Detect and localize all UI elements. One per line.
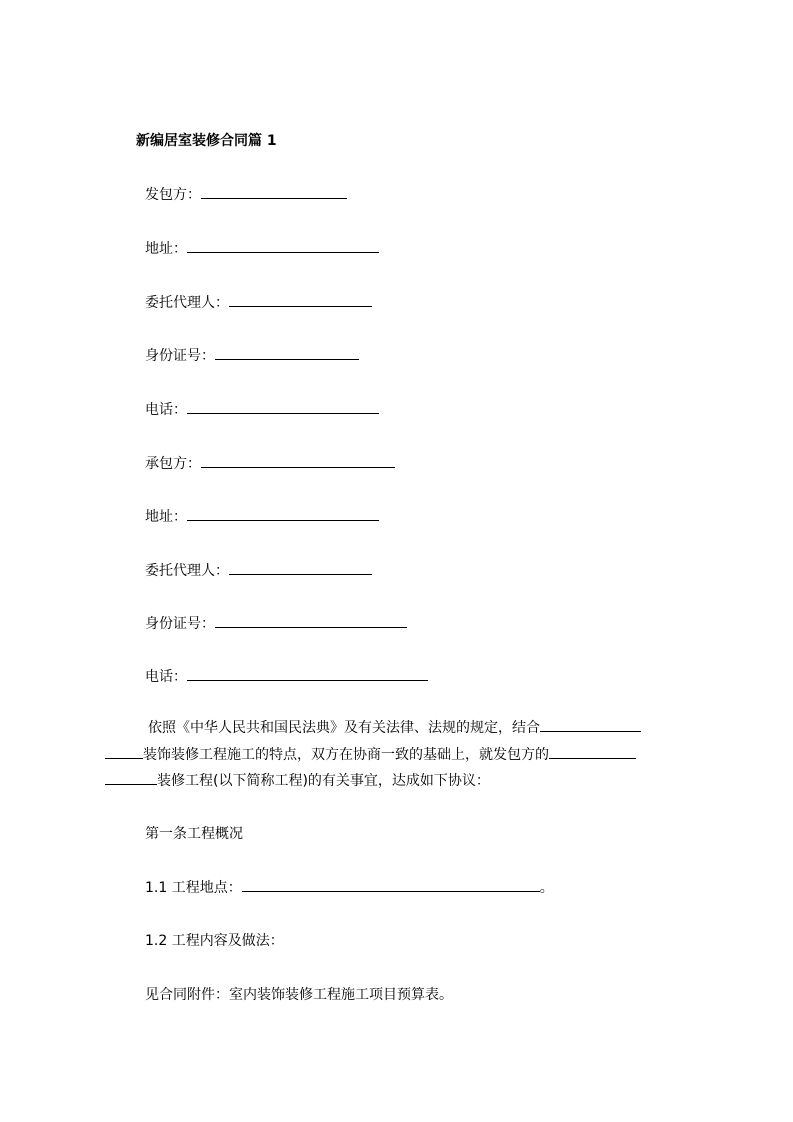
field-contractor (145, 453, 395, 474)
field-contractor-address (145, 506, 379, 527)
field-label: 身份证号： (145, 616, 215, 632)
intro-line-1: 依照《中华人民共和国民法典》及有关法律、法规的规定，结合 (148, 720, 540, 736)
field-employer-address (145, 238, 379, 259)
intro-row-1 (105, 717, 705, 744)
field-label: 委托代理人： (145, 295, 229, 311)
field-employer-phone (145, 399, 379, 420)
field-employer (145, 184, 347, 205)
intro-row-3 (105, 770, 705, 797)
intro-line-2: 装饰装修工程施工的特点，双方在协商一致的基础上，就发包方的 (143, 746, 549, 763)
field-blank (187, 506, 379, 521)
field-blank (549, 744, 636, 759)
field-label: 身份证号： (145, 348, 215, 364)
field-label: 承包方： (145, 456, 201, 472)
field-label: 发包方： (145, 187, 201, 203)
article-1-heading: 第一条工程概况 (145, 826, 243, 842)
field-blank (540, 717, 641, 732)
field-blank (201, 184, 347, 199)
intro-row-2 (105, 744, 705, 771)
field-blank (187, 238, 379, 253)
field-blank (242, 877, 540, 892)
field-blank (105, 770, 157, 785)
field-contractor-phone (145, 666, 428, 687)
field-blank (229, 292, 372, 307)
article-1-item-1 (145, 877, 554, 898)
intro-paragraph (105, 717, 705, 797)
field-blank (215, 345, 359, 360)
field-label: 地址： (145, 509, 187, 525)
item-suffix: 。 (539, 880, 554, 896)
item-label: 1.1 工程地点： (145, 880, 242, 896)
field-employer-id (145, 345, 359, 366)
field-blank (105, 744, 143, 759)
intro-line-3: 装修工程(以下简称工程)的有关事宜，达成如下协议： (157, 773, 490, 789)
field-employer-agent (145, 292, 372, 313)
attachment-note: 见合同附件：室内装饰装修工程施工项目预算表。 (145, 987, 453, 1003)
document-title: 新编居室装修合同篇 1 (136, 133, 277, 149)
field-label: 电话： (145, 402, 187, 418)
field-blank (187, 399, 379, 414)
field-label: 委托代理人： (145, 563, 229, 579)
field-label: 电话： (145, 669, 187, 685)
field-blank (229, 560, 372, 575)
field-contractor-id (145, 613, 407, 634)
field-contractor-agent (145, 560, 372, 581)
article-1-item-2: 1.2 工程内容及做法： (145, 933, 284, 949)
field-blank (215, 613, 407, 628)
field-blank (201, 453, 395, 468)
field-blank (187, 666, 428, 681)
field-label: 地址： (145, 241, 187, 257)
